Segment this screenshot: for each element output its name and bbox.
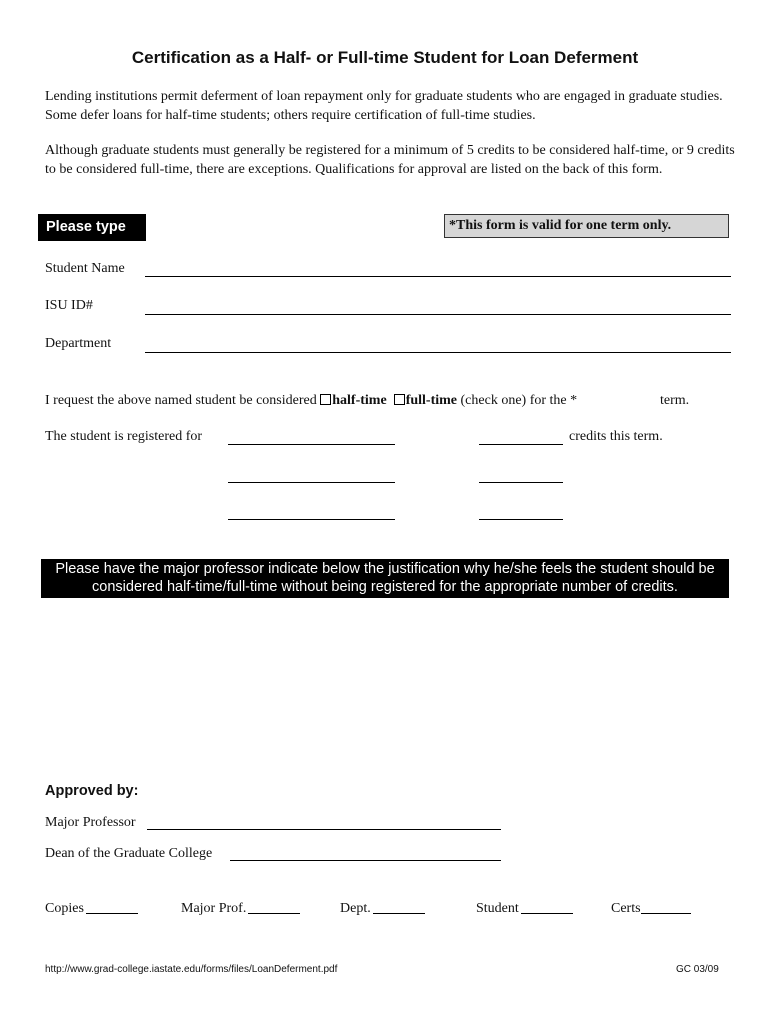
department-field[interactable] — [145, 352, 731, 353]
copy-dept-item — [340, 900, 425, 917]
request-suffix: (check one) for the * — [460, 393, 578, 408]
copy-student-label: Student — [476, 901, 519, 916]
student-name-field[interactable] — [145, 276, 731, 277]
major-professor-label: Major Professor — [45, 815, 136, 830]
request-line — [45, 393, 577, 409]
copy-certs-blank[interactable] — [641, 900, 691, 914]
credits-field-3[interactable] — [479, 519, 563, 520]
copy-major-prof-blank[interactable] — [248, 900, 300, 914]
copies-blank[interactable] — [86, 900, 138, 914]
full-time-checkbox[interactable] — [394, 394, 405, 405]
course-field-1[interactable] — [228, 444, 395, 445]
intro-paragraph-1: Lending institutions permit deferment of loan repayment only for graduate students who are engaged in graduate studies. Some defer loans for half-time students; others require certification of full-time studies. — [45, 89, 723, 123]
footer-url: http://www.grad-college.iastate.edu/forms/files/LoanDeferment.pdf — [45, 964, 338, 975]
dean-label: Dean of the Graduate College — [45, 846, 213, 861]
department-label: Department — [45, 336, 112, 351]
copies-item — [45, 900, 138, 917]
isu-id-field[interactable] — [145, 314, 731, 315]
major-professor-signature-field[interactable] — [147, 829, 501, 830]
student-name-label: Student Name — [45, 261, 125, 276]
isu-id-label: ISU ID# — [45, 298, 93, 313]
copy-major-prof-item — [181, 900, 300, 917]
term-label: term. — [660, 393, 690, 408]
half-time-checkbox[interactable] — [320, 394, 331, 405]
credits-this-term-label: credits this term. — [569, 429, 663, 444]
course-field-2[interactable] — [228, 482, 395, 483]
dean-signature-field[interactable] — [230, 860, 501, 861]
justification-area[interactable] — [41, 605, 729, 770]
registered-label: The student is registered for — [45, 429, 203, 444]
intro-paragraph-2: Although graduate students must generally be registered for a minimum of 5 credits to be considered half-time, or 9 credits to be considered full-time, there are exceptions. Qualifications for approval are listed on the back of this form. — [45, 143, 735, 177]
footer-form-code: GC 03/09 — [676, 964, 719, 975]
request-prefix: I request the above named student be considered — [45, 393, 317, 408]
copy-certs-label: Certs — [611, 901, 641, 916]
credits-field-2[interactable] — [479, 482, 563, 483]
copy-certs-item — [611, 900, 691, 917]
please-type-banner: Please type — [38, 214, 146, 241]
approved-by-heading: Approved by: — [45, 783, 139, 799]
copy-student-blank[interactable] — [521, 900, 573, 914]
copy-dept-blank[interactable] — [373, 900, 425, 914]
course-field-3[interactable] — [228, 519, 395, 520]
credits-field-1[interactable] — [479, 444, 563, 445]
valid-term-note: *This form is valid for one term only. — [444, 214, 729, 238]
half-time-label: half-time — [332, 393, 387, 408]
copy-major-prof-label: Major Prof. — [181, 901, 247, 916]
full-time-label: full-time — [405, 393, 458, 408]
copy-student-item — [476, 900, 573, 917]
copy-dept-label: Dept. — [340, 901, 371, 916]
justification-banner: Please have the major professor indicate below the justification why he/she feels the student should be considered half-time/full-time without being registered for the appropriate number of credits. — [41, 559, 729, 598]
form-title: Certification as a Half- or Full-time Student for Loan Deferment — [131, 48, 639, 67]
copies-label: Copies — [45, 901, 84, 916]
